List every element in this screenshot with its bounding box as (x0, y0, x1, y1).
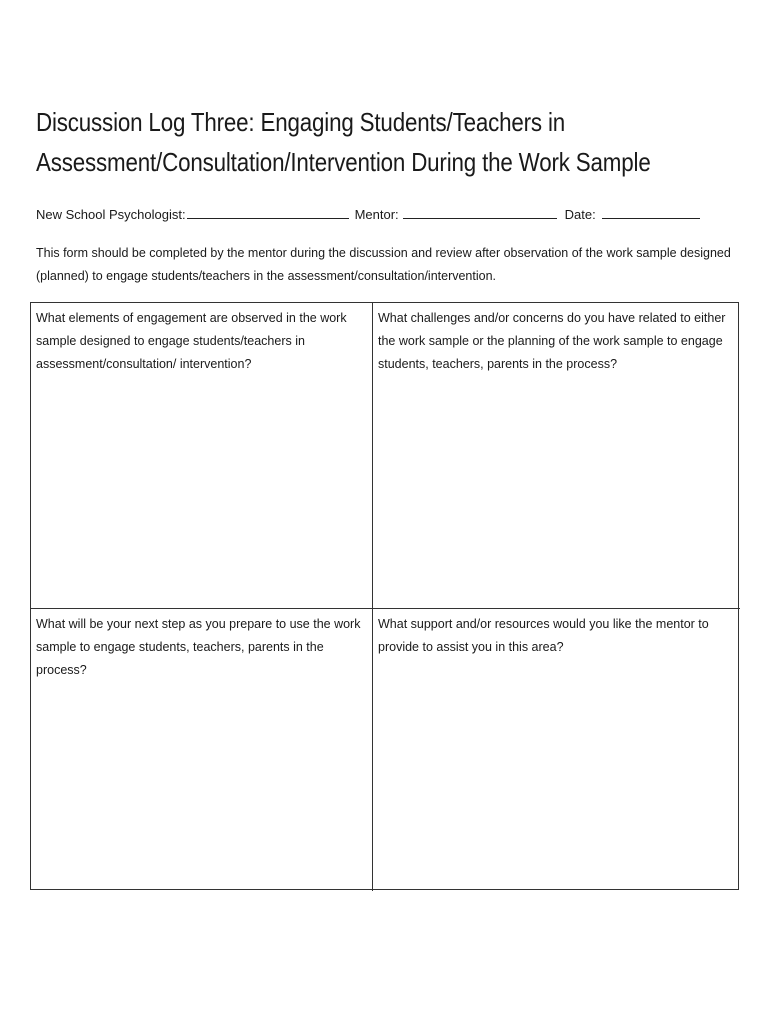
psychologist-field[interactable] (187, 204, 349, 219)
next-step-cell[interactable] (31, 609, 373, 891)
question-support-resources: What support and/or resources would you like the mentor to provide to assist you in this area? (378, 617, 709, 654)
document-title (36, 102, 651, 182)
mentor-field[interactable] (403, 204, 557, 219)
question-challenges-concerns: What challenges and/or concerns do you have related to either the work sample or the planning of the work sample to engage students, teachers, parents in the process? (378, 311, 726, 371)
title-line-1: Discussion Log Three: Engaging Students/Teachers in (36, 107, 566, 137)
title-line-2: Assessment/Consultation/Intervention During the Work Sample (36, 147, 651, 177)
discussion-table (30, 302, 739, 890)
question-engagement-elements: What elements of engagement are observed in the work sample designed to engage students/teachers in assessment/consultation/ intervention? (36, 311, 347, 371)
date-field[interactable] (602, 204, 700, 219)
instructions-text: This form should be completed by the mentor during the discussion and review after observation of the work sample designed (planned) to engage students/teachers in the assessment/consultation/intervention. (36, 246, 731, 283)
psychologist-label: New School Psychologist: (36, 207, 186, 222)
engagement-elements-cell[interactable] (31, 303, 373, 609)
mentor-label: Mentor: (354, 207, 399, 222)
support-resources-cell[interactable] (373, 609, 740, 891)
date-label: Date: (564, 207, 596, 222)
question-next-step: What will be your next step as you prepare to use the work sample to engage students, teachers, parents in the process? (36, 617, 361, 677)
header-fields (36, 202, 700, 222)
challenges-concerns-cell[interactable] (373, 303, 740, 609)
